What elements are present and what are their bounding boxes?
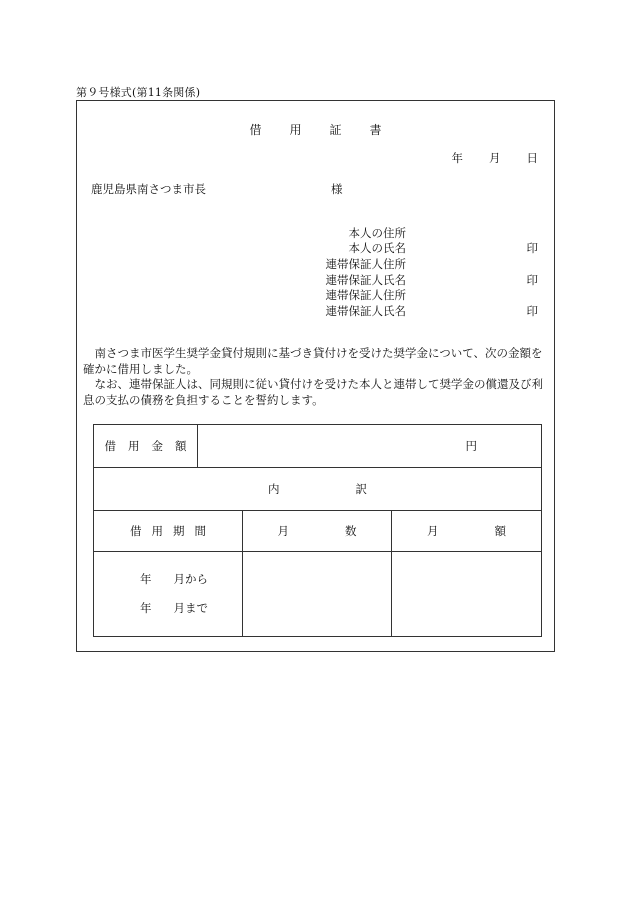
signature-label: 連帯保証人氏名 (325, 273, 406, 287)
signature-label: 本人の氏名 (348, 241, 406, 255)
signature-row (77, 303, 554, 319)
signature-label: 連帯保証人住所 (325, 257, 406, 271)
month-count-cell[interactable] (243, 552, 392, 637)
date-year: 年 (451, 151, 463, 165)
amount-value-cell[interactable] (198, 425, 542, 468)
breakdown-label-char: 訳 (355, 482, 367, 496)
period-to-year: 年 (140, 601, 152, 615)
seal-mark: 印 (526, 304, 538, 318)
title-char: 証 (329, 123, 342, 137)
title-char: 用 (289, 123, 302, 137)
month-count-header (243, 511, 392, 552)
amount-label-char: 借 (104, 439, 116, 453)
date-day: 日 (526, 151, 538, 165)
month-count-header-char: 月 (277, 524, 289, 538)
signature-label: 連帯保証人氏名 (325, 304, 406, 318)
amount-label-char: 金 (151, 439, 163, 453)
breakdown-header-row (94, 511, 542, 552)
amount-label-char: 額 (175, 439, 187, 453)
signature-row (77, 256, 554, 272)
date-month: 月 (489, 151, 501, 165)
date-line (452, 150, 539, 166)
loan-certificate-frame (76, 100, 555, 652)
period-from-month: 月から (173, 572, 208, 586)
loan-table (93, 424, 542, 637)
form-number-label: 第９号様式(第11条関係) (76, 86, 201, 99)
breakdown-label-cell (94, 468, 542, 511)
title-char: 書 (369, 123, 382, 137)
period-from-year: 年 (140, 572, 152, 586)
addressee: 鹿児島県南さつま市長 (91, 182, 206, 196)
period-to-month: 月まで (173, 601, 208, 615)
breakdown-data-row (94, 552, 542, 637)
month-count-header-char: 数 (345, 524, 357, 538)
amount-label-char: 用 (128, 439, 140, 453)
period-header-char: 借 (130, 524, 142, 538)
seal-mark: 印 (526, 241, 538, 255)
period-header (94, 511, 243, 552)
signature-row (77, 287, 554, 303)
title-char: 借 (249, 123, 262, 137)
signature-row (77, 272, 554, 288)
body-text (83, 346, 551, 408)
monthly-amount-header (392, 511, 542, 552)
monthly-amount-header-char: 月 (427, 524, 439, 538)
signature-row (77, 225, 554, 241)
signature-label: 連帯保証人住所 (325, 288, 406, 302)
document-title (77, 121, 554, 138)
amount-label-cell (94, 425, 198, 468)
seal-mark: 印 (526, 273, 538, 287)
body-paragraph: なお、連帯保証人は、同規則に従い貸付けを受けた本人と連帯して奨学金の償還及び利息の支払の債務を負担することを誓約します。 (83, 377, 543, 407)
signature-row (77, 240, 554, 256)
period-header-char: 期 (173, 524, 185, 538)
body-paragraph: 南さつま市医学生奨学金貸付規則に基づき貸付けを受けた奨学金について、次の金額を確かに借用しました。 (83, 346, 543, 376)
period-header-char: 間 (194, 524, 206, 538)
monthly-amount-header-char: 額 (494, 524, 506, 538)
breakdown-row (94, 468, 542, 511)
amount-row (94, 425, 542, 468)
period-to-line (140, 594, 242, 623)
monthly-amount-cell[interactable] (392, 552, 542, 637)
honorific: 様 (331, 182, 343, 196)
yen-unit: 円 (465, 439, 477, 453)
period-from-line (140, 565, 242, 594)
signature-label: 本人の住所 (348, 226, 406, 240)
period-header-char: 用 (151, 524, 163, 538)
period-cell[interactable] (94, 552, 243, 637)
breakdown-label-char: 内 (268, 482, 280, 496)
